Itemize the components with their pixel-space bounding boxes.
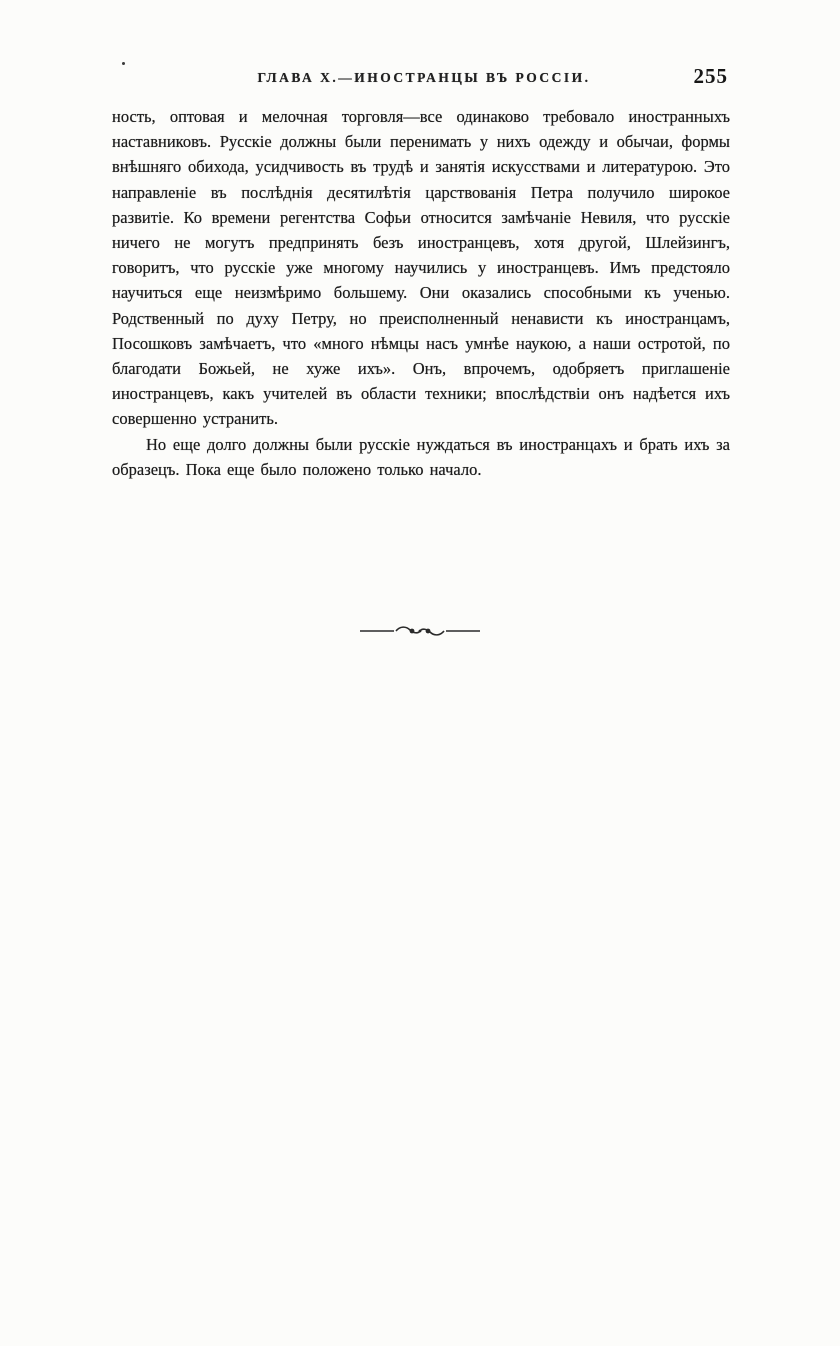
body-text [112,104,730,482]
page-header [112,64,736,92]
section-divider [0,622,840,640]
chapter-title: ГЛАВА X.—ИНОСТРАНЦЫ ВЪ РОССІИ. [257,70,591,85]
paragraph: Но еще долго должны были русскіе нуждаться въ иностранцахъ и брать ихъ за образецъ. Пока еще было положено только начало. [112,434,730,479]
paragraph: ность, оптовая и мелочная торговля—все одинаково требовало иностранныхъ наставниковъ. Русскіе должны были перенимать у нихъ одежду и обычаи, формы внѣшняго обихода, усидчивость въ трудѣ и занятія искусствами и литературою. Это направленіе въ послѣднія десятилѣтія царствованія Петра получило широкое развитіе. Ко времени регентства Софьи относится замѣчаніе Невиля, что русскіе ничего не могутъ предпринять безъ иностранцевъ, хотя другой, Шлейзингъ, говоритъ, что русскіе уже многому научились у иностранцевъ. Имъ предстояло научиться еще неизмѣримо большему. Они оказались способными къ ученью. Родственный по духу Петру, но преисполненный ненависти къ иностранцамъ, Посошковъ замѣчаетъ, что «много нѣмцы насъ умнѣе наукою, а наши остротой, по благодати Божьей, не хуже ихъ». Онъ, впрочемъ, одобряетъ приглашеніе иностранцевъ, какъ учителей въ области техники; впослѣдствіи онъ надѣется ихъ совершенно устранить. [112,107,730,429]
page-number: 255 [693,64,728,88]
flourish-ornament-icon [360,622,480,639]
